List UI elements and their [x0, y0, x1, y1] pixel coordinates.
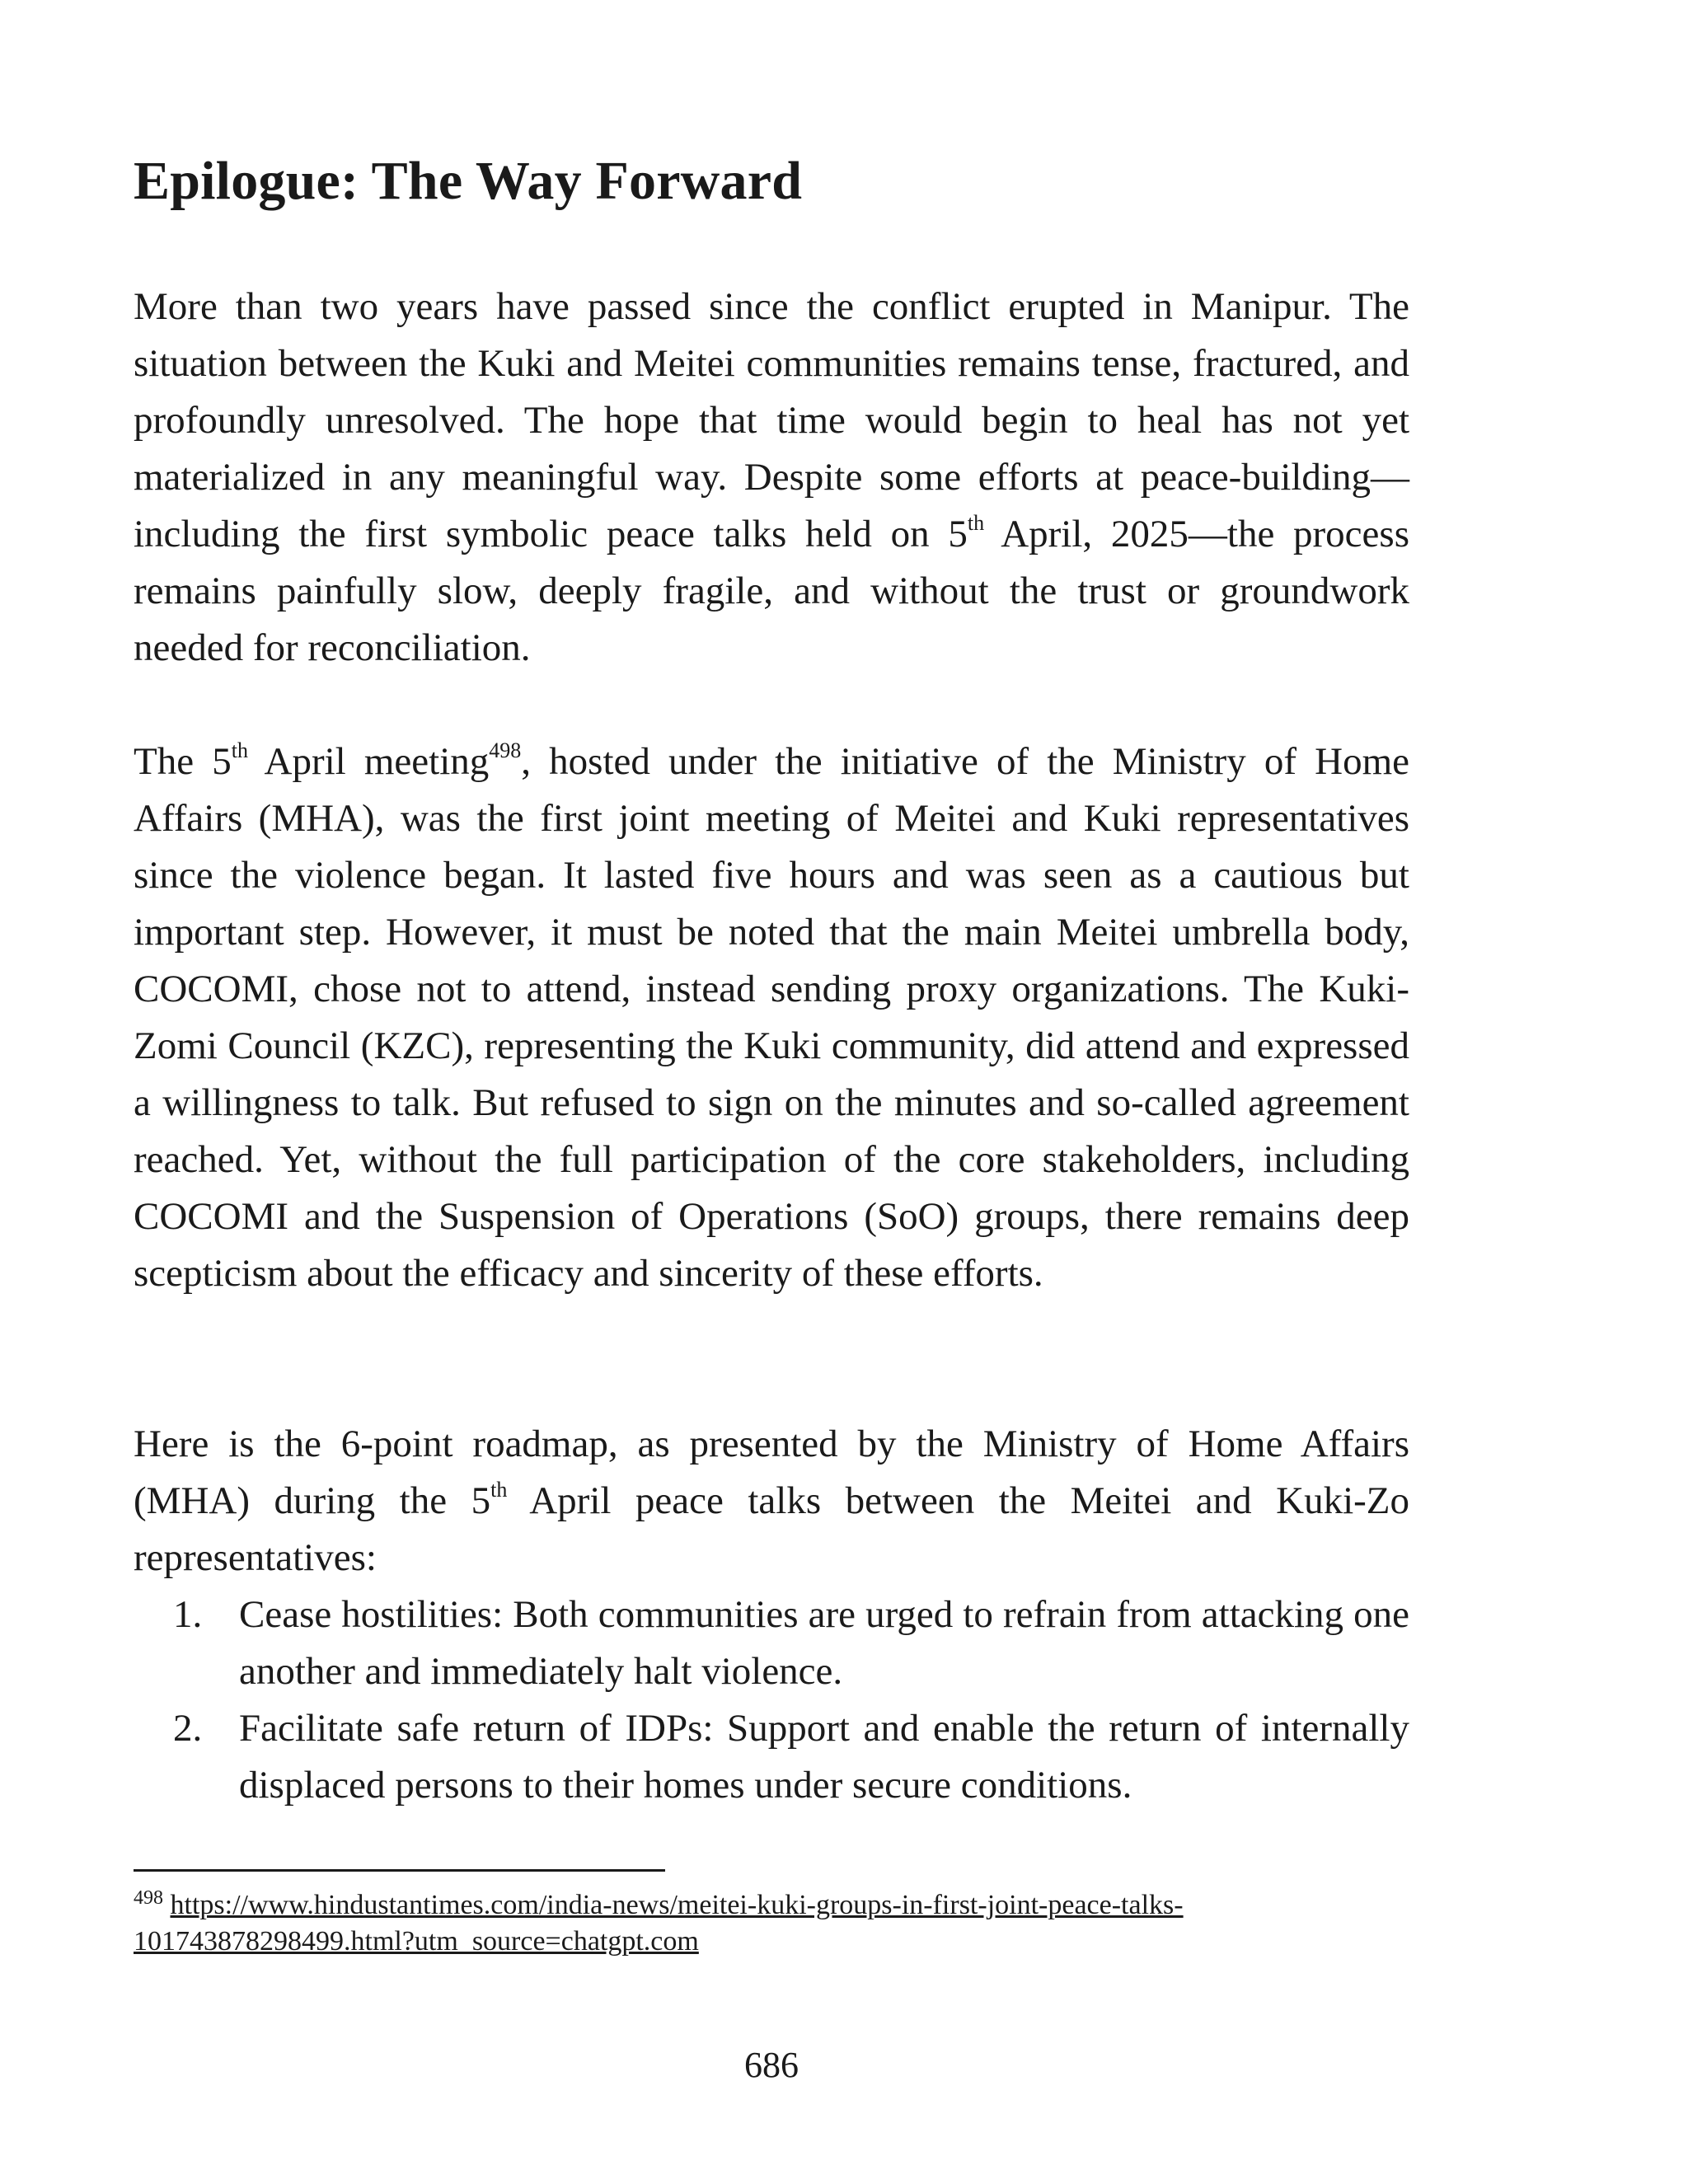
- paragraph-roadmap-text-b: April peace talks between the Meitei and Kuki-Zo representatives:: [134, 1479, 1409, 1579]
- paragraph-meeting-text-b: April meeting: [247, 740, 490, 783]
- page-number: 686: [744, 2045, 799, 2085]
- ordinal-suffix: th: [967, 511, 985, 535]
- paragraph-intro-text-a: More than two years have passed since the conflict erupted in Manipur. The situation between the Kuki and Meitei communities remains tense, fractured, and profoundly unresolved. The hope that time would begin to heal has not yet materialized in any meaningful way. Despite some efforts at peace-building—including the first symbolic peace talks held on 5: [134, 285, 1409, 555]
- paragraph-roadmap: [134, 1416, 1409, 1814]
- footnote-reference[interactable]: 498: [489, 738, 522, 762]
- footnote-marker: 498: [134, 1887, 163, 1909]
- ordinal-suffix: th: [231, 738, 248, 762]
- ordinal-suffix: th: [490, 1478, 508, 1502]
- paragraph-intro-text-b: April, 2025—the process remains painfully slow, deeply fragile, and without the trust or groundwork needed for reconciliation.: [134, 513, 1409, 669]
- list-item: [134, 1700, 1409, 1814]
- paragraph-meeting-text-c: , hosted under the initiative of the Ministry of Home Affairs (MHA), was the first joint meeting of Meitei and Kuki representatives since the violence began. It lasted five hours and was seen as a cautious but important step. However, it must be noted that the main Meitei umbrella body, COCOMI, chose not to attend, instead sending proxy organizations. The Kuki-Zomi Council (KZC), representing the Kuki community, did attend and expressed a willingness to talk. But refused to sign on the minutes and so-called agreement reached. Yet, without the full participation of the core stakeholders, including COCOMI and the Suspension of Operations (SoO) groups, there remains deep scepticism about the efficacy and sincerity of these efforts.: [134, 740, 1410, 1295]
- chapter-title: Epilogue: The Way Forward: [134, 151, 803, 211]
- paragraph-roadmap-text-a: Here is the 6-point roadmap, as presented by the Ministry of Home Affairs (MHA) during the 5: [134, 1422, 1409, 1522]
- roadmap-list: [134, 1586, 1409, 1814]
- list-item-number: 1.: [173, 1593, 203, 1636]
- footnote-divider: [134, 1869, 665, 1872]
- paragraph-meeting-text-a: The 5: [134, 740, 232, 783]
- paragraph-intro: [134, 279, 1409, 677]
- footnote: [134, 1887, 1409, 1960]
- list-item-text: Facilitate safe return of IDPs: Support and enable the return of internally displaced persons to their homes under secure conditions.: [239, 1707, 1409, 1807]
- paragraph-april-meeting: [134, 733, 1409, 1302]
- list-item: [134, 1586, 1409, 1700]
- list-item-number: 2.: [173, 1707, 203, 1750]
- footnote-link[interactable]: https://www.hindustantimes.com/india-news/meitei-kuki-groups-in-first-joint-peace-talks-101743878298499.html?utm_source=chatgpt.com: [134, 1890, 1184, 1957]
- list-item-text: Cease hostilities: Both communities are urged to refrain from attacking one another and immediately halt violence.: [239, 1593, 1409, 1693]
